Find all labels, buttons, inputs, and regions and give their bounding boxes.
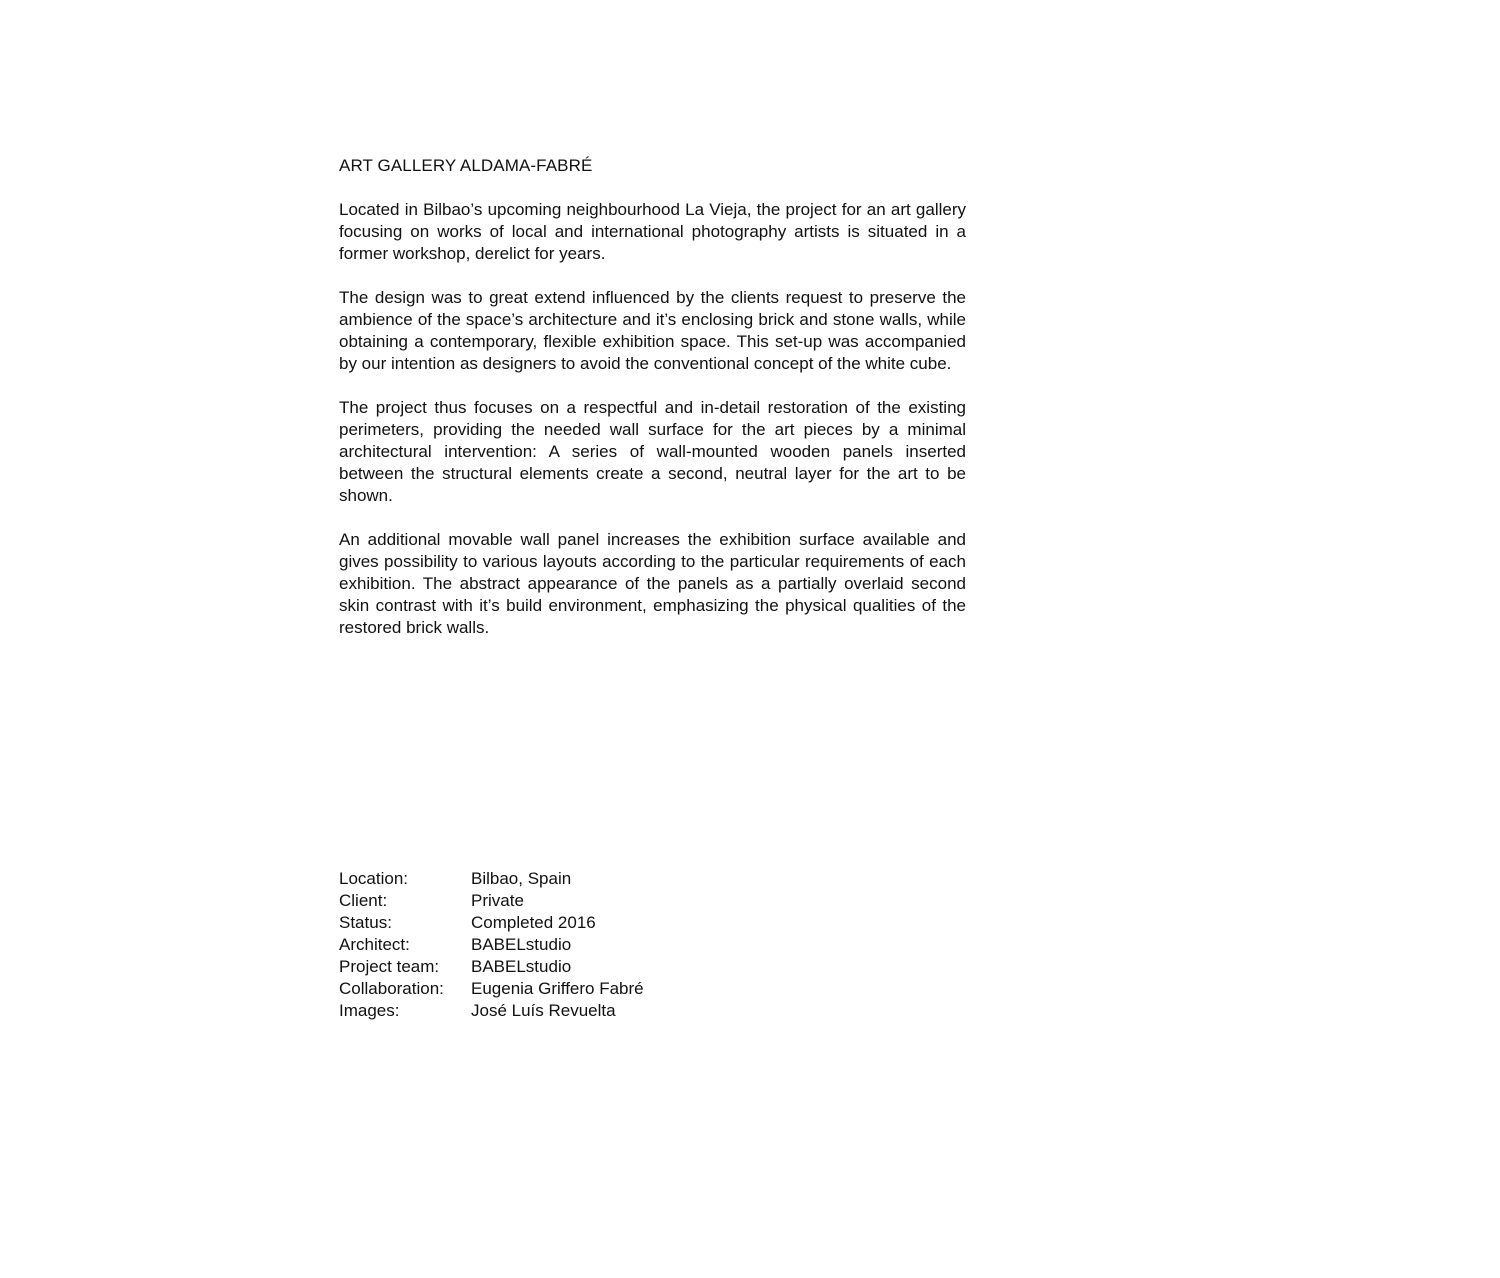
detail-label: Images: <box>339 1001 400 1020</box>
detail-value: Bilbao, Spain <box>471 869 572 888</box>
paragraph-restoration: The project thus focuses on a respectful and in-detail restoration of the existing perimeters, providing the needed wall surface for the art pieces by a minimal architectural intervention: A series of wall-mounted wooden panels inserted between the structural elements create a second, neutral layer for the art to be shown. <box>339 398 966 505</box>
detail-label: Project team: <box>339 957 440 976</box>
detail-row-status <box>339 912 644 934</box>
detail-label: Location: <box>339 869 408 888</box>
paragraph-movable-panel: An additional movable wall panel increases the exhibition surface available and gives possibility to various layouts according to the particular requirements of each exhibition. The abstract appearance of the panels as a partially overlaid second skin contrast with it’s build environment, emphasizing the physical qualities of the restored brick walls. <box>339 530 966 637</box>
detail-value: José Luís Revuelta <box>471 1001 616 1020</box>
detail-label: Collaboration: <box>339 979 444 998</box>
detail-row-project-team <box>339 956 644 978</box>
detail-value: Private <box>471 891 524 910</box>
project-description <box>339 155 966 661</box>
detail-label: Client: <box>339 891 388 910</box>
page-title: ART GALLERY ALDAMA-FABRÉ <box>339 156 593 175</box>
detail-label: Architect: <box>339 935 410 954</box>
paragraph-design: The design was to great extend influenced by the clients request to preserve the ambience of the space’s architecture and it’s enclosing brick and stone walls, while obtaining a contemporary, flexible exhibition space. This set-up was accompanied by our intention as designers to avoid the conventional concept of the white cube. <box>339 288 966 373</box>
detail-row-images <box>339 1000 644 1022</box>
detail-value: Completed 2016 <box>471 913 596 932</box>
paragraph-intro: Located in Bilbao’s upcoming neighbourhood La Vieja, the project for an art gallery focusing on works of local and international photography artists is situated in a former workshop, derelict for years. <box>339 200 966 263</box>
detail-value: BABELstudio <box>471 935 572 954</box>
detail-row-client <box>339 890 644 912</box>
detail-row-architect <box>339 934 644 956</box>
detail-row-collaboration <box>339 978 644 1000</box>
detail-value: Eugenia Griffero Fabré <box>471 979 644 998</box>
detail-row-location <box>339 868 644 890</box>
detail-label: Status: <box>339 913 392 932</box>
project-details-list <box>339 868 644 1022</box>
detail-value: BABELstudio <box>471 957 572 976</box>
